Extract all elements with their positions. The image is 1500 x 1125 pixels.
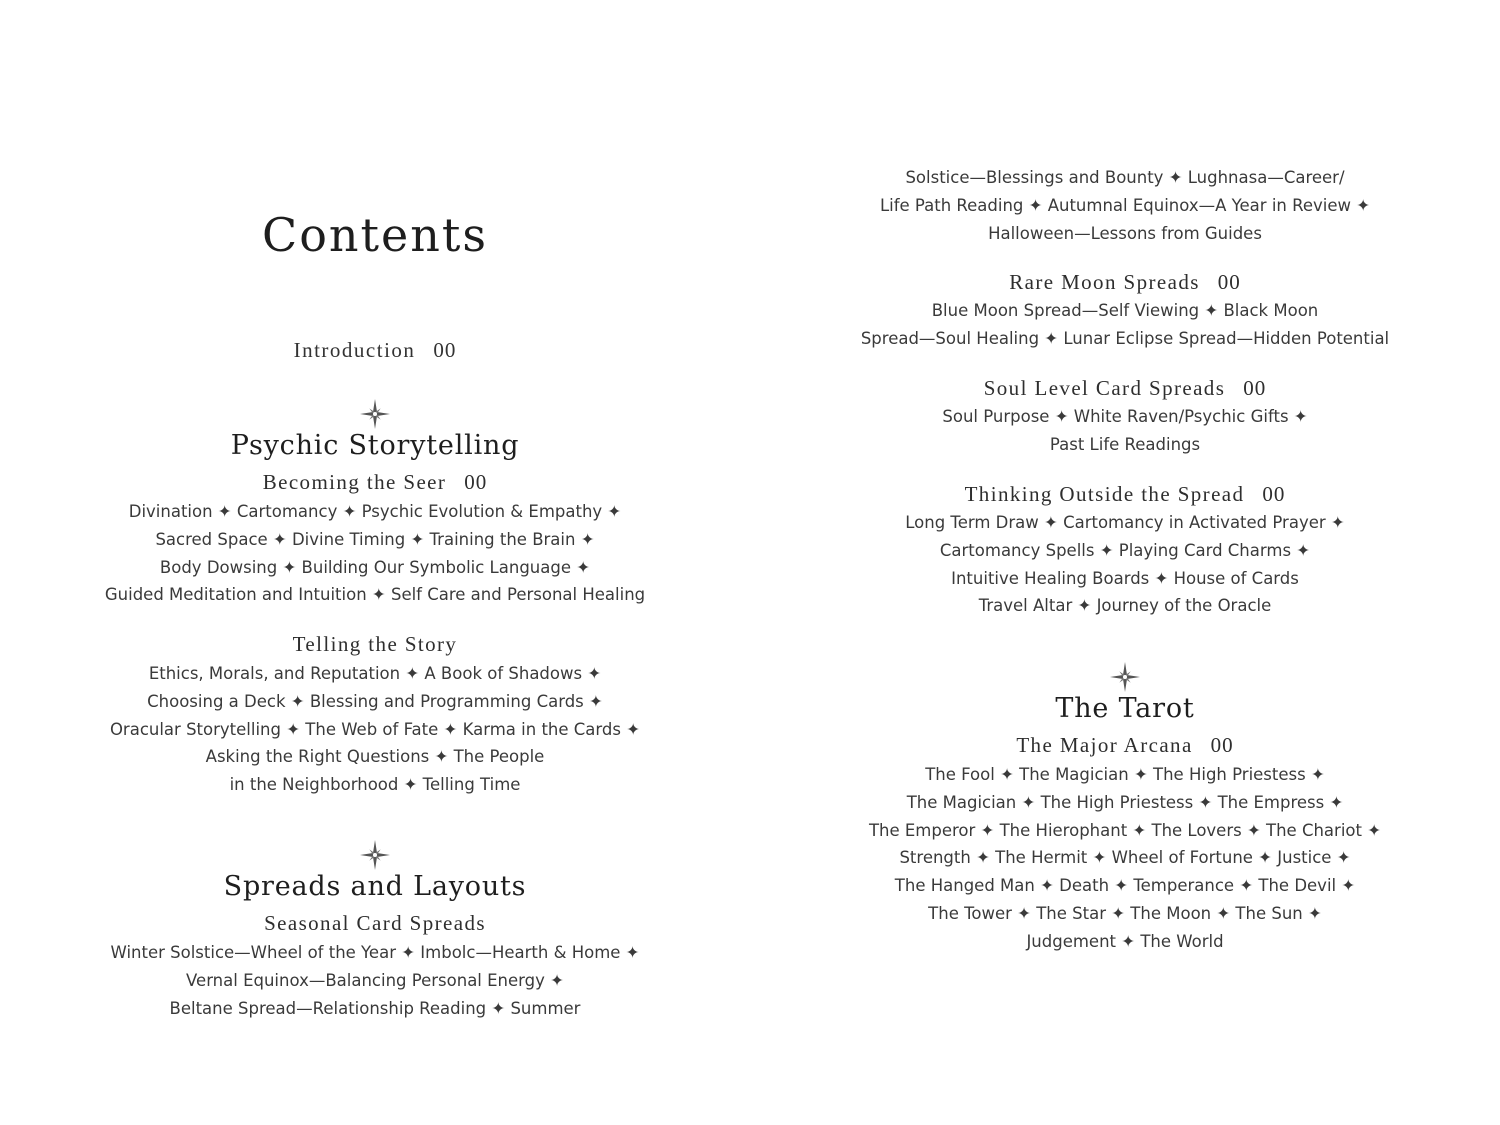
topic-line: Soul Purpose ✦ White Raven/Psychic Gifts ✦ [942, 407, 1308, 426]
chapter-title: Soul Level Card Spreads [983, 376, 1226, 400]
topic-line: Divination ✦ Cartomancy ✦ Psychic Evolution & Empathy ✦ [128, 502, 622, 521]
continued-topics-seasonal-card-spreads [750, 164, 1500, 247]
toc-introduction [0, 338, 750, 363]
part-title-the-tarot: The Tarot [1055, 693, 1195, 724]
chapter-title: Rare Moon Spreads [1009, 270, 1200, 294]
chapter-topics-soul-level-card-spreads [750, 403, 1500, 459]
compass-star-icon [750, 661, 1500, 693]
topic-line: in the Neighborhood ✦ Telling Time [229, 775, 521, 795]
chapter-topics-the-major-arcana [750, 761, 1500, 956]
topic-line: Blue Moon Spread—Self Viewing ✦ Black Moon [931, 301, 1319, 320]
chapter-topics-rare-moon-spreads [750, 297, 1500, 353]
topic-line: Life Path Reading ✦ Autumnal Equinox—A Year in Review ✦ [879, 195, 1371, 215]
chapter-title: Telling the Story [292, 632, 458, 656]
introduction-label: Introduction [293, 338, 416, 362]
topic-line: Body Dowsing ✦ Building Our Symbolic Language ✦ [159, 557, 591, 577]
part-title-spreads-and-layouts: Spreads and Layouts [223, 871, 527, 902]
chapter-becoming-the-seer [0, 470, 750, 495]
chapter-page-number: 00 [1262, 482, 1286, 506]
topic-line: Spread—Soul Healing ✦ Lunar Eclipse Spread—Hidden Potential [860, 328, 1390, 348]
topic-line: Ethics, Morals, and Reputation ✦ A Book of Shadows ✦ [148, 664, 602, 683]
topic-line: Judgement ✦ The World [1026, 931, 1224, 951]
chapter-page-number: 00 [1217, 270, 1241, 294]
topic-line: Choosing a Deck ✦ Blessing and Programming Cards ✦ [147, 691, 603, 711]
chapter-title: Becoming the Seer [262, 470, 447, 494]
chapter-seasonal-card-spreads [0, 911, 750, 936]
chapter-soul-level-card-spreads [750, 376, 1500, 401]
chapter-topics-becoming-the-seer [0, 498, 750, 609]
topic-line: Solstice—Blessings and Bounty ✦ Lughnasa—Career/ [905, 168, 1345, 187]
chapter-title: The Major Arcana [1016, 733, 1193, 757]
topic-line: Sacred Space ✦ Divine Timing ✦ Training the Brain ✦ [155, 529, 595, 549]
introduction-page-number: 00 [433, 338, 457, 362]
topic-line: Beltane Spread—Relationship Reading ✦ Summer [169, 998, 581, 1018]
chapter-page-number: 00 [464, 470, 488, 494]
topic-line: Intuitive Healing Boards ✦ House of Cards [951, 568, 1299, 588]
compass-star-icon [0, 839, 750, 871]
compass-star-icon [0, 398, 750, 430]
topic-line: Long Term Draw ✦ Cartomancy in Activated Prayer ✦ [905, 513, 1345, 532]
chapter-topics-seasonal-card-spreads [0, 939, 750, 1022]
topic-line: The Tower ✦ The Star ✦ The Moon ✦ The Sun ✦ [928, 903, 1322, 923]
chapter-page-number: 00 [1243, 376, 1267, 400]
part-title-psychic-storytelling: Psychic Storytelling [230, 430, 520, 461]
topic-line: Guided Meditation and Intuition ✦ Self Care and Personal Healing [104, 585, 646, 605]
chapter-topics-telling-the-story [0, 660, 750, 799]
chapter-the-major-arcana [750, 733, 1500, 758]
right-page [750, 0, 1500, 1125]
page-title: Contents [262, 208, 488, 262]
topic-line: Halloween—Lessons from Guides [988, 223, 1262, 243]
topic-line: Strength ✦ The Hermit ✦ Wheel of Fortune ✦ Justice ✦ [899, 848, 1351, 868]
topic-line: Vernal Equinox—Balancing Personal Energy ✦ [186, 970, 564, 990]
chapter-rare-moon-spreads [750, 270, 1500, 295]
topic-line: Travel Altar ✦ Journey of the Oracle [978, 596, 1272, 616]
topic-line: Asking the Right Questions ✦ The People [205, 747, 545, 767]
topic-line: Cartomancy Spells ✦ Playing Card Charms ✦ [939, 540, 1311, 560]
chapter-thinking-outside-the-spread [750, 482, 1500, 507]
topic-line: Past Life Readings [1049, 434, 1201, 454]
chapter-page-number: 00 [1210, 733, 1234, 757]
chapter-title: Seasonal Card Spreads [264, 911, 486, 935]
topic-line: The Magician ✦ The High Priestess ✦ The Empress ✦ [906, 792, 1344, 812]
topic-line: The Emperor ✦ The Hierophant ✦ The Lovers ✦ The Chariot ✦ [868, 820, 1382, 840]
topic-line: The Hanged Man ✦ Death ✦ Temperance ✦ The Devil ✦ [894, 876, 1356, 896]
chapter-telling-the-story [0, 632, 750, 657]
topic-line: Oracular Storytelling ✦ The Web of Fate ✦ Karma in the Cards ✦ [109, 719, 641, 739]
chapter-topics-thinking-outside-the-spread [750, 509, 1500, 620]
chapter-title: Thinking Outside the Spread [964, 482, 1245, 506]
topic-line: Winter Solstice—Wheel of the Year ✦ Imbolc—Hearth & Home ✦ [110, 943, 640, 962]
topic-line: The Fool ✦ The Magician ✦ The High Priestess ✦ [925, 765, 1325, 784]
